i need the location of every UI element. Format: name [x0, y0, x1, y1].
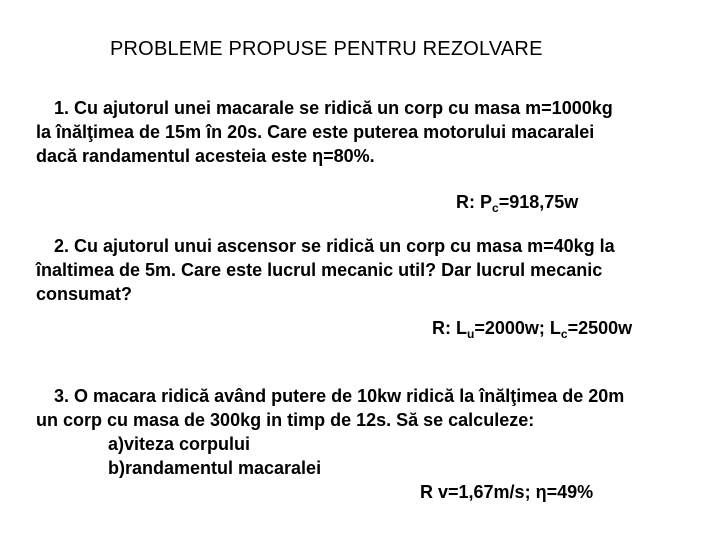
problem-3-item-b: b)randamentul macaralei	[108, 458, 322, 478]
problem-2-answer	[432, 318, 632, 339]
problem-3-answer: R v=1,67m/s; η=49%	[420, 482, 594, 502]
answer-1-prefix: R: P	[456, 192, 492, 212]
problem-2-line-2: înaltimea de 5m. Care este lucrul mecanic util? Dar lucrul mecanic	[36, 260, 603, 280]
problem-2	[36, 234, 696, 306]
answer-2-middle: =2000w; L	[474, 318, 561, 338]
problem-1	[36, 96, 696, 168]
problem-3	[36, 384, 696, 480]
problem-3-line-2: un corp cu masa de 300kg in timp de 12s. Să se calculeze:	[36, 410, 535, 430]
answer-1-subscript: c	[492, 201, 499, 215]
problem-1-line-2: la înălţimea de 15m în 20s. Care este puterea motorului macaralei	[36, 122, 595, 142]
problem-1-line-1: 1. Cu ajutorul unei macarale se ridică un corp cu masa m=1000kg	[54, 98, 613, 118]
problem-3-item-a: a)viteza corpului	[108, 434, 251, 454]
answer-2-suffix: =2500w	[567, 318, 633, 338]
problem-2-line-1: 2. Cu ajutorul unui ascensor se ridică un corp cu masa m=40kg la	[54, 236, 615, 256]
problem-1-line-3: dacă randamentul acesteia este η=80%.	[36, 146, 375, 166]
page-title: PROBLEME PROPUSE PENTRU REZOLVARE	[110, 38, 543, 60]
problem-2-line-3: consumat?	[36, 284, 133, 304]
answer-1-value: =918,75w	[498, 192, 579, 212]
answer-2-subscript-u: u	[467, 327, 475, 341]
answer-2-subscript-c: c	[560, 327, 568, 341]
answer-2-prefix: R: L	[432, 318, 467, 338]
problem-1-answer	[456, 192, 578, 213]
problem-3-line-1: 3. O macara ridică având putere de 10kw ridică la înălţimea de 20m	[54, 386, 625, 406]
